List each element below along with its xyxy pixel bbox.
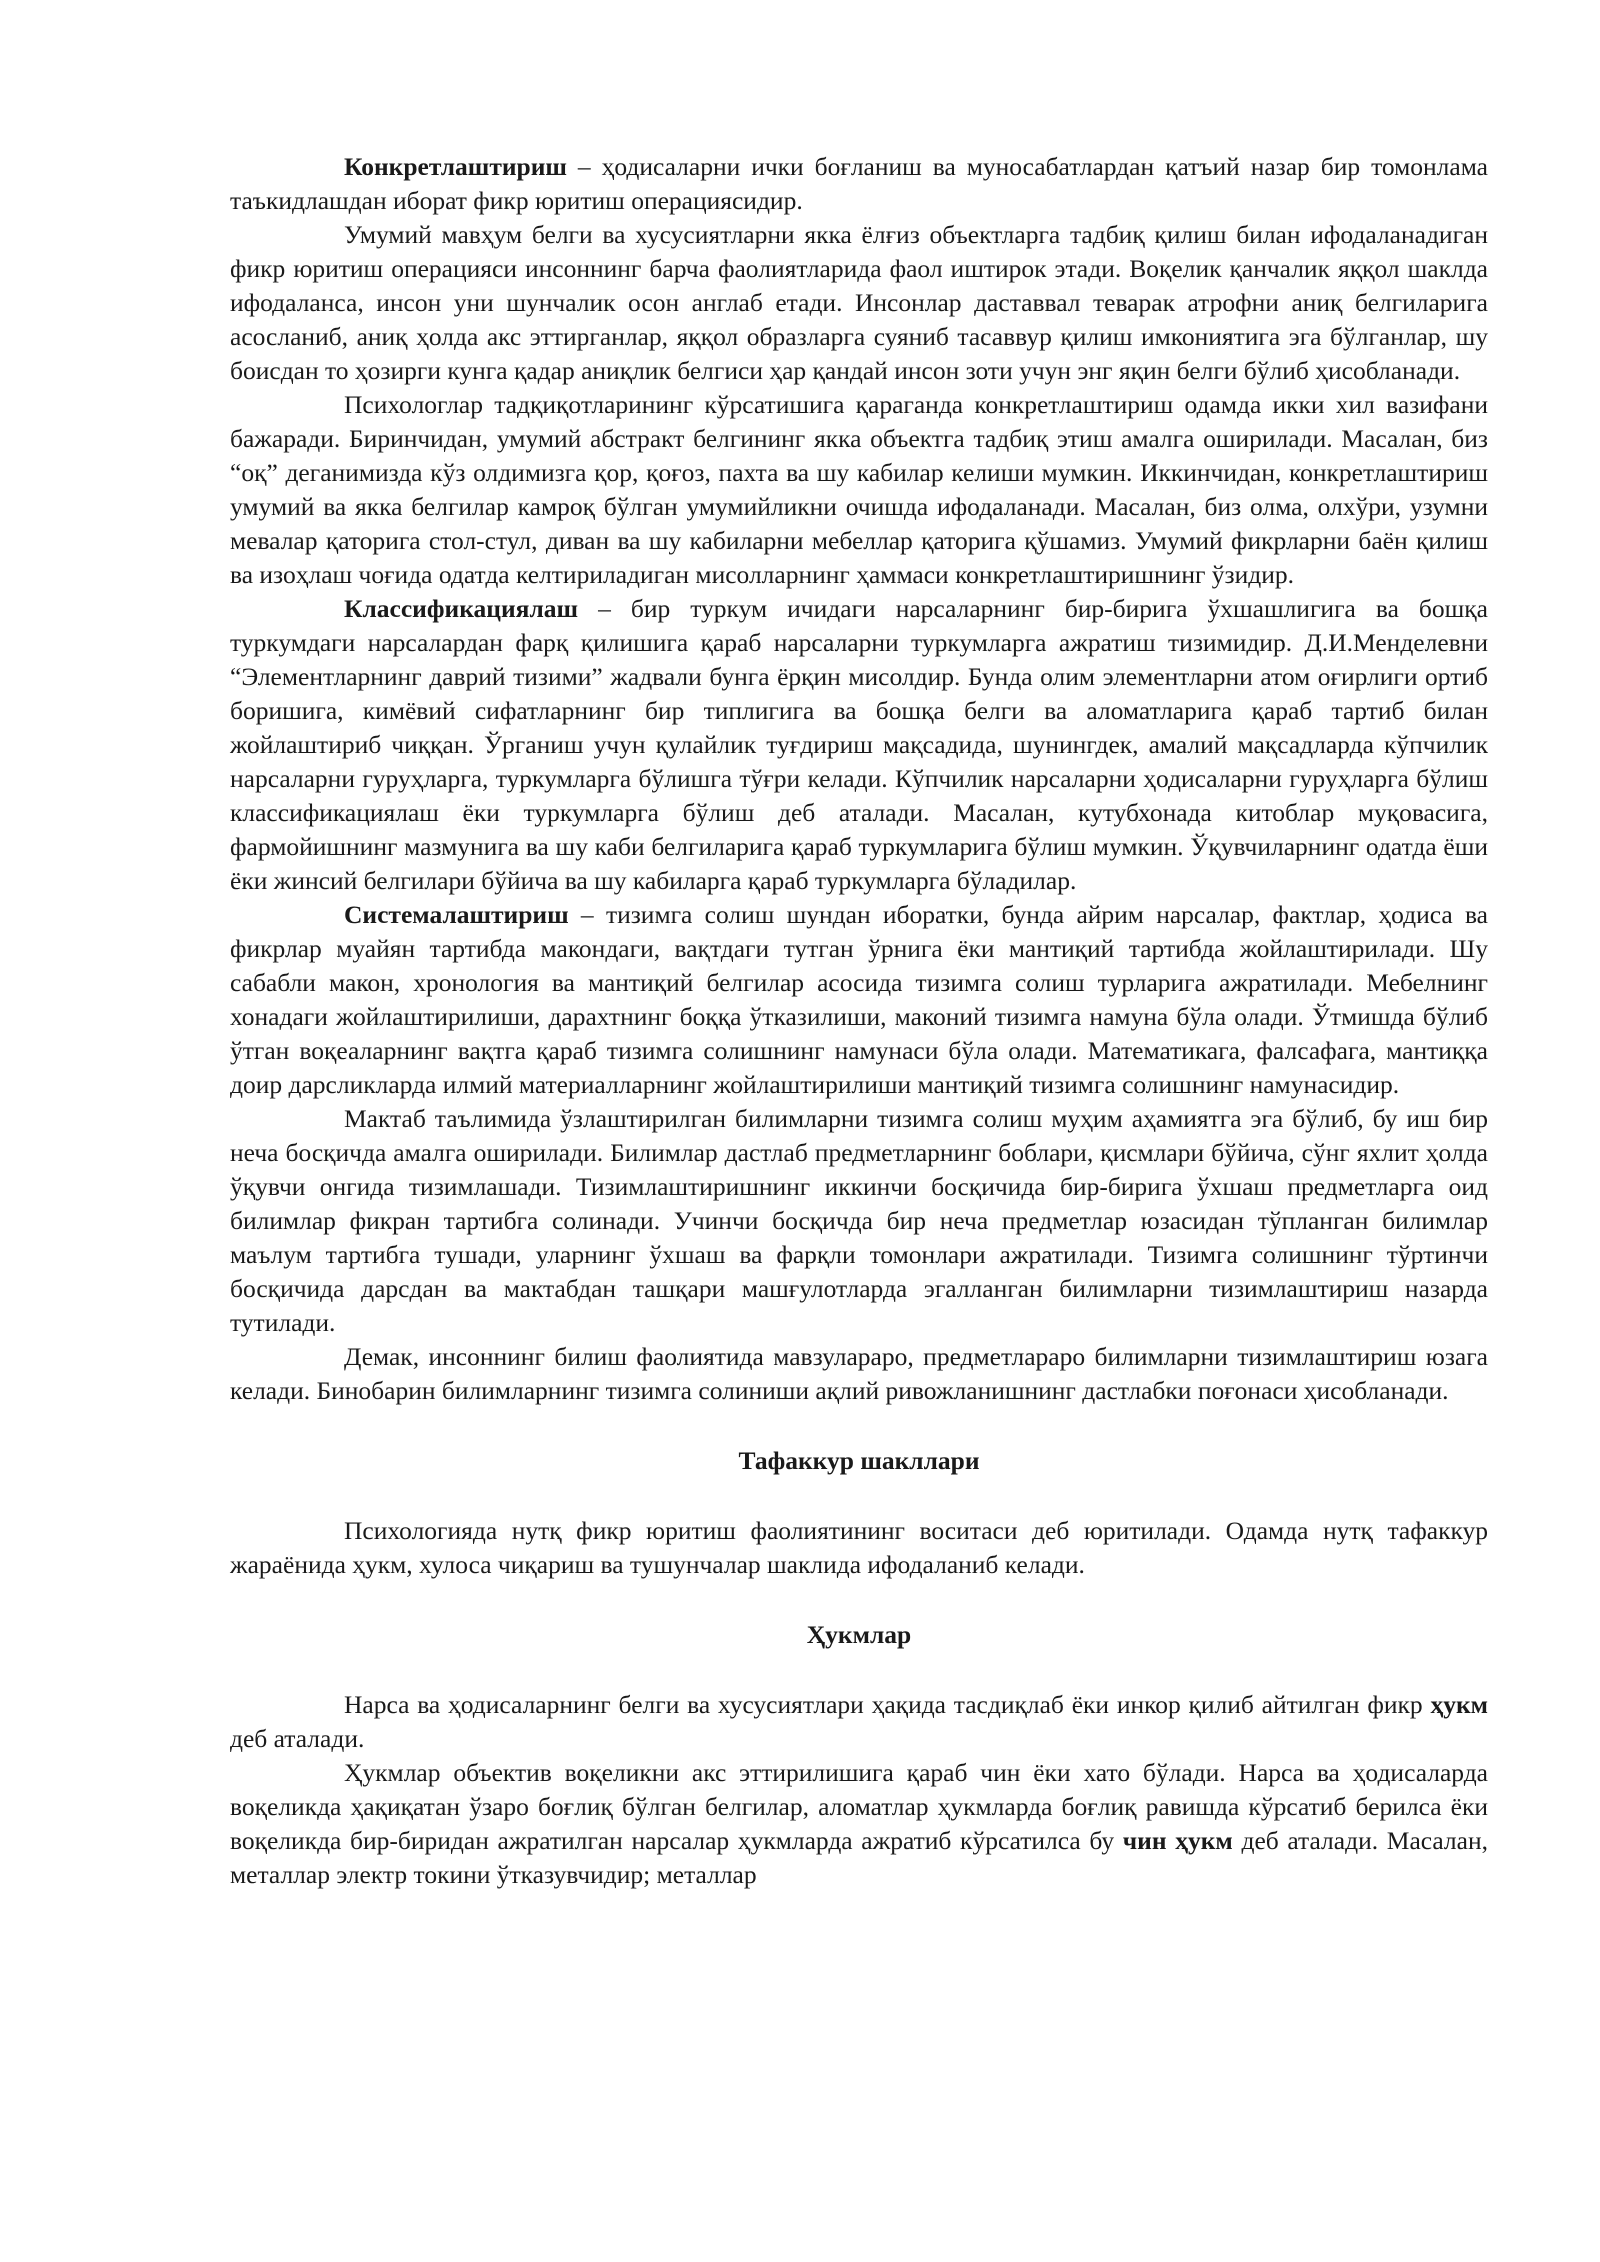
paragraph-text: Демак, инсоннинг билиш фаолиятида мавзулараро, предметлараро билимларни тизимлаштириш юзага келади. Бинобарин билимларнинг тизимга солиниши ақлий ривожланишнинг дастлабки поғонаси ҳисобланади. — [230, 1342, 1488, 1405]
document-body — [230, 150, 1488, 1892]
paragraph-text: – тизимга солиш шундан иборатки, бунда айрим нарсалар, фактлар, ҳодиса ва фикрлар муайян тартибда макондаги, вақтдаги тутган ўрнига ёки мантиқий тартибда жойлаштирилади. Шу сабабли макон, хронология ва мантиқий белгилар асосида тизимга солиш турларига ажратилади. Мебелнинг хонадаги жойлаштирилиши, дарахтнинг боққа ўтказилиши, маконий тизимга намуна бўла олади. Ўтмишда бўлиб ўтган воқеаларнинг вақтга қараб тизимга солишнинг намунаси бўла олади. Математикага, фалсафага, мантиққа доир дарсликларда илмий материалларнинг жойлаштирилиши мантиқий тизимга солишнинг намунасидир. — [230, 900, 1488, 1099]
paragraph-conclusion — [230, 1340, 1488, 1408]
term-classification: Классификациялаш — [344, 594, 579, 623]
paragraph-text: Психологияда нутқ фикр юритиш фаолиятининг воситаси деб юритилади. Одамда нутқ тафаккур жараёнида ҳукм, хулоса чиқариш ва тушунчалар шаклида ифодаланиб келади. — [230, 1516, 1488, 1579]
term-judgment: ҳукм — [1430, 1690, 1488, 1719]
paragraph-true-judgment — [230, 1756, 1488, 1892]
heading-judgments: Ҳукмлар — [806, 1620, 912, 1649]
paragraph-text: деб аталади. — [230, 1724, 365, 1753]
paragraph-concretization — [230, 150, 1488, 218]
term-concretization: Конкретлаштириш — [344, 152, 567, 181]
paragraph-systematization — [230, 898, 1488, 1102]
paragraph-text: Ҳукмлар объектив воқеликни акс эттирилишига қараб чин ёки хато бўлади. Нарса ва ҳодисаларда воқеликда ҳақиқатан ўзаро боғлиқ бўлган белгилар, аломатлар ҳукмларда боғлиқ равишда кўрсатиб берилса ёки воқеликда бир-биридан ажратилган нарсалар ҳукмларда ажратиб кўрсатилса бу — [230, 1758, 1488, 1855]
paragraph-judgment-definition — [230, 1688, 1488, 1756]
paragraph-text: – ҳодисаларни ички боғланиш ва муносабатлардан қатъий назар бир томонлама таъкидлашдан иборат фикр юритиш операциясидир. — [230, 152, 1488, 215]
paragraph-speech-thinking — [230, 1514, 1488, 1582]
heading-forms-of-thinking: Тафаккур шакллари — [738, 1446, 980, 1475]
paragraph-text: Умумий мавҳум белги ва хусусиятларни якка ёлғиз объектларга тадбиқ қилиш билан ифодаланадиган фикр юритиш операцияси инсоннинг барча фаолиятларида фаол иштирок этади. Воқелик қанчалик яққол шаклда ифодаланса, инсон уни шунчалик осон англаб етади. Инсонлар даставвал теварак атрофни аниқ белгиларига асосланиб, аниқ ҳолда акс эттирганлар, яққол образларга суяниб тасаввур қилиш имкониятига эга бўлганлар, шу боисдан то ҳозирги кунга қадар аниқлик белгиси ҳар қандай инсон зоти учун энг яқин белги бўлиб ҳисобланади. — [230, 220, 1488, 385]
term-systematization: Систeмалаштириш — [344, 900, 569, 929]
paragraph-text: Мактаб таълимида ўзлаштирилган билимларни тизимга солиш муҳим аҳамиятга эга бўлиб, бу иш бир неча босқичда амалга оширилади. Билимлар дастлаб предметларнинг боблари, қисмлари бўйича, сўнг яхлит ҳолда ўқувчи онгида тизимлашади. Тизимлаштиришнинг иккинчи босқичида бир-бирига ўхшаш предметларга оид билимлар фикран тартибга солинади. Учинчи босқичда бир неча предметлар юзасидан тўпланган билимлар маълум тартибга тушади, уларнинг ўхшаш ва фарқли томонлари ажратилади. Тизимга солишнинг тўртинчи босқичида дарсдан ва мактабдан ташқари машғулотларда эгалланган билимларни тизимлаштириш назарда тутилади. — [230, 1104, 1488, 1337]
paragraph-text: Нарса ва ҳодисаларнинг белги ва хусусиятлари ҳақида тасдиқлаб ёки инкор қилиб айтилган фикр — [344, 1690, 1431, 1719]
paragraph-psychologists-research — [230, 388, 1488, 592]
paragraph-text: – бир туркум ичидаги нарсаларнинг бир-бирига ўхшашлигига ва бошқа туркумдаги нарсалардан фарқ қилишига қараб нарсаларни туркумларга ажратиш тизимидир. Д.И.Менделевни “Элементларнинг даврий тизими” жадвали бунга ёрқин мисолдир. Бунда олим элементларни атом оғирлиги ортиб боришига, кимёвий сифатларнинг бир типлигига ва бошқа белги ва аломатларига қараб тартиб билан жойлаштириб чиққан. Ўрганиш учун қулайлик туғдириш мақсадида, шунингдек, амалий мақсадларда кўпчилик нарсаларни гуруҳларга, туркумларга бўлишга тўғри келади. Кўпчилик нарсаларни ҳодисаларни гуруҳларга бўлиш классификациялаш ёки туркумларга бўлиш деб аталади. Масалан, кутубхонада китоблар муқовасига, фармойишнинг мазмунига ва шу каби белгиларига қараб туркумларига бўлиш мумкин. Ўқувчиларнинг одатда ёши ёки жинсий белгилари бўйича ва шу кабиларга қараб туркумларга бўладилар. — [230, 594, 1488, 895]
paragraph-text: деб аталади. Масалан, металлар электр токини ўтказувчидир; металлар — [230, 1826, 1488, 1889]
term-true-judgment: чин ҳукм — [1122, 1826, 1233, 1855]
paragraph-school-education — [230, 1102, 1488, 1340]
paragraph-abstract-application — [230, 218, 1488, 388]
paragraph-text: Психологлар тадқиқотларининг кўрсатишига қараганда конкретлаштириш одамда икки хил вазифани бажаради. Биринчидан, умумий абстракт белгининг якка объектга тадбиқ этиш амалга оширилади. Масалан, биз “оқ” деганимизда кўз олдимизга қор, қоғоз, пахта ва шу кабилар келиши мумкин. Иккинчидан, конкретлаштириш умумий ва якка белгилар камроқ бўлган умумийликни очишда ифодаланади. Масалан, биз олма, олхўри, узумни мевалар қаторига стол-стул, диван ва шу кабиларни мебеллар қаторига қўшамиз. Умумий фикрларни баён қилиш ва изоҳлаш чоғида одатда келтириладиган мисолларнинг ҳаммаси конкретлаштиришнинг ўзидир. — [230, 390, 1488, 589]
paragraph-classification — [230, 592, 1488, 898]
